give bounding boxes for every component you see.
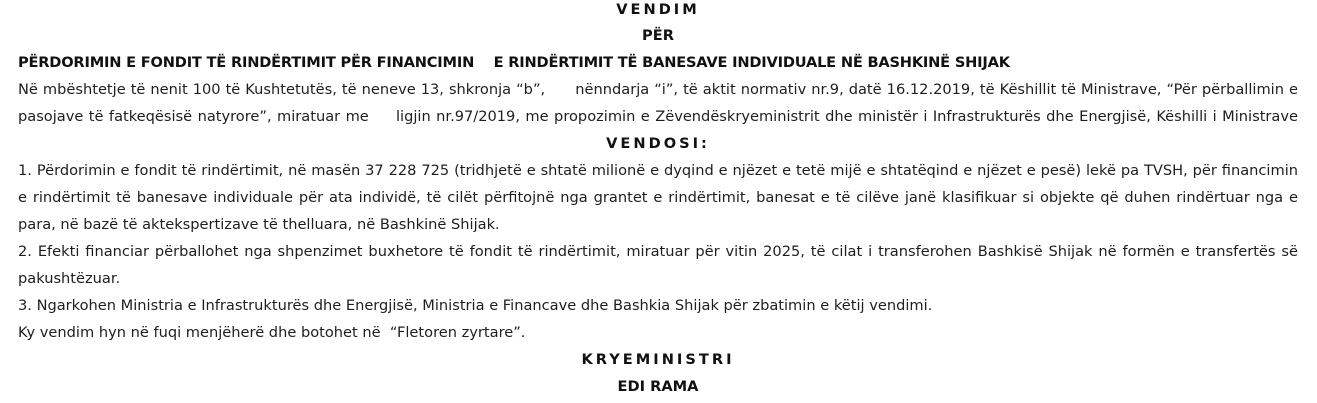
article-1-line-3: para, në bazë të aktekspertizave të thelluara, në Bashkinë Shijak. bbox=[18, 216, 500, 233]
per-heading: PËR bbox=[642, 27, 674, 44]
article-2-line-2: pakushtëzuar. bbox=[18, 270, 121, 287]
article-1-line-1: 1. Përdorimin e fondit të rindërtimit, në masën 37 228 725 (tridhjetë e shtatë milionë e dyqind e njëzet e tetë mijë e shtatëqind e njëzet e pesë) lekë pa TVSH, për financimin bbox=[18, 162, 1298, 179]
signatory-name: EDI RAMA bbox=[617, 378, 699, 395]
preamble-line-2: pasojave të fatkeqësisë natyrore”, miratuar me ligjin nr.97/2019, me propozimin e Zëvendëskryeministrit dhe ministër i Infrastrukturës dhe Energjisë, Këshilli i Ministrave bbox=[18, 108, 1298, 125]
preamble-line-1: Në mbështetje të nenit 100 të Kushtetutës, të neneve 13, shkronja “b”, nënndarja “i”, të aktit normativ nr.9, datë 16.12.2019, të Këshillit të Ministrave, “Për përballimin e bbox=[18, 81, 1298, 98]
article-3: 3. Ngarkohen Ministria e Infrastrukturës dhe Energjisë, Ministria e Financave dhe Bashkia Shijak për zbatimin e këtij vendimi. bbox=[18, 297, 933, 314]
decision-title: PËRDORIMIN E FONDIT TË RINDËRTIMIT PËR FINANCIMIN E RINDËRTIMIT TË BANESAVE INDIVIDUALE NË BASHKINË SHIJAK bbox=[18, 54, 1010, 71]
document-type-heading: VENDIM bbox=[616, 1, 700, 18]
vendosi-heading: VENDOSI: bbox=[606, 135, 710, 152]
closing-statement: Ky vendim hyn në fuqi menjëherë dhe botohet në “Fletoren zyrtare”. bbox=[18, 324, 526, 341]
article-1-line-2: e rindërtimit të banesave individuale për ata individë, të cilët përfitojnë nga grantet e rindërtimit, banesat e të cilëve janë klasifikuar si objekte që duhen rindërtuar nga e bbox=[18, 189, 1298, 206]
signatory-role: KRYEMINISTRI bbox=[581, 351, 735, 368]
article-2-line-1: 2. Efekti financiar përballohet nga shpenzimet buxhetore të fondit të rindërtimit, miratuar për vitin 2025, të cilat i transferohen Bashkisë Shijak në formën e transfertës së bbox=[18, 243, 1298, 260]
